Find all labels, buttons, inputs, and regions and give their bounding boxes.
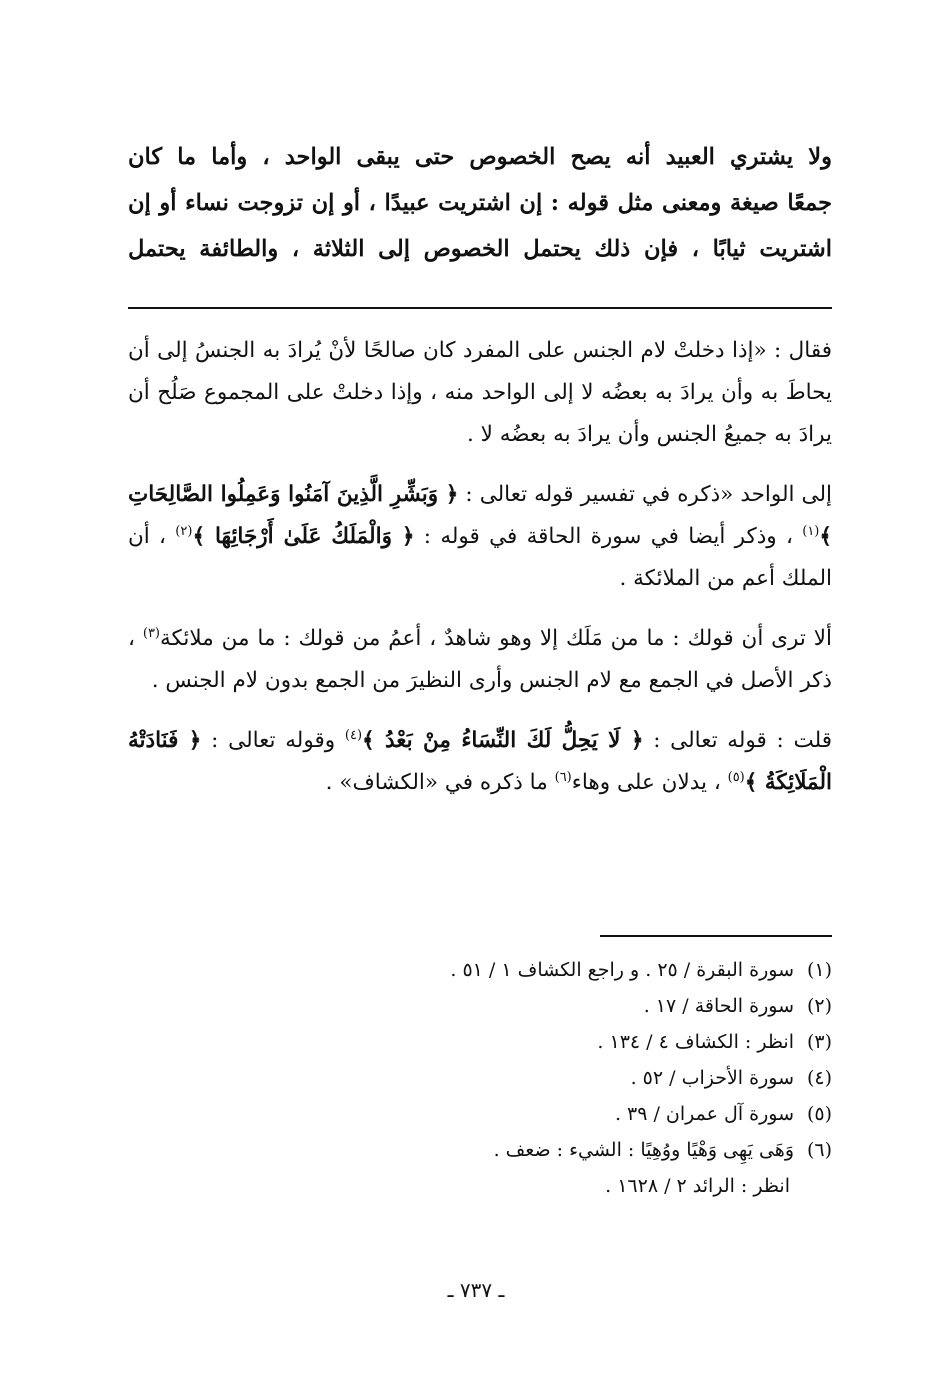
footnote-divider	[600, 935, 832, 937]
quran-quote: ﴿ فَنَادَتْهُ الْمَلَائِكَةُ ﴾	[128, 728, 832, 795]
footnote-number: (٤)	[806, 1067, 832, 1089]
commentary-text: وقوله تعالى :	[211, 728, 336, 753]
footnote-text: سورة البقرة / ٢٥ . و راجع الكشاف ١ / ٥١ .	[450, 959, 794, 981]
footnote-number: (٢)	[806, 995, 832, 1017]
footnote	[128, 1024, 832, 1060]
footnote-number: (٣)	[806, 1031, 832, 1053]
footnote-text: سورة آل عمران / ٣٩ .	[614, 1103, 794, 1125]
footnote-marker[interactable]: (٥)	[727, 769, 745, 785]
commentary-text: ألا ترى أن قولك : ما من مَلَك إلا وهو شاهدٌ ، أعمُ من قولك : ما من ملائكة	[160, 626, 832, 651]
page-number: ـ ٧٣٧ ـ	[447, 1278, 505, 1302]
footnote-number: (٥)	[806, 1103, 832, 1125]
commentary-text: ، أن الملك أعم من الملائكة .	[128, 524, 832, 591]
main-text	[128, 134, 832, 272]
quran-quote: ﴿ لَا يَحِلُّ لَكَ النِّسَاءُ مِنْ بَعْدُ ﴾	[362, 728, 644, 753]
footnote-number: (٦)	[806, 1139, 832, 1161]
footnote-number: (١)	[806, 959, 832, 981]
commentary-text: إلى الواحد «ذكره في تفسير قوله تعالى :	[465, 482, 832, 507]
commentary-paragraph	[128, 618, 832, 702]
main-divider	[128, 307, 832, 309]
quran-quote: ﴿ وَبَشِّرِ الَّذِينَ آمَنُوا وَعَمِلُوا الصَّالِحَاتِ ﴾	[128, 482, 832, 549]
commentary-paragraph	[128, 720, 832, 804]
footnote	[128, 988, 832, 1024]
footnote-text: سورة الأحزاب / ٥٢ .	[630, 1067, 794, 1089]
footnote-marker[interactable]: (٢)	[175, 523, 193, 539]
commentary-text: ، ذكر الأصل في الجمع مع لام الجنس وأرى النظيرَ من الجمع بدون لام الجنس .	[128, 626, 832, 693]
footnote	[128, 952, 832, 988]
footnote-text: وَهَى يَهِى وَهْيًا ووُهِيًا : الشيء : ضعف .	[493, 1139, 794, 1161]
quran-quote: ﴿ وَالْمَلَكُ عَلَىٰ أَرْجَائِهَا ﴾	[192, 524, 415, 549]
commentary-text: ، يدلان على وهاء	[571, 770, 721, 795]
footnote-marker[interactable]: (٤)	[344, 727, 363, 743]
footnote	[128, 1132, 832, 1168]
footnote-continuation: انظر : الرائد ٢ / ١٦٢٨ .	[605, 1175, 790, 1197]
footnote-marker[interactable]: (٦)	[554, 769, 572, 785]
main-text-line: جمعًا صيغة ومعنى مثل قوله : إن اشتريت عبيدًا ، أو إن تزوجت نساء أو إن	[128, 190, 832, 216]
commentary-text: ما ذكره في «الكشاف» .	[325, 770, 548, 795]
commentary-text: قلت : قوله تعالى :	[653, 728, 833, 753]
footnote	[128, 1096, 832, 1132]
commentary-text: ، وذكر أيضا في سورة الحاقة في قوله :	[423, 524, 793, 549]
commentary-section	[128, 330, 832, 822]
main-text-line: اشتريت ثيابًا ، فإن ذلك يحتمل الخصوص إلى الثلاثة ، والطائفة يحتمل	[128, 236, 832, 262]
footnote-marker[interactable]: (٣)	[142, 625, 160, 641]
footnote	[128, 1060, 832, 1096]
footnote-text: سورة الحاقة / ١٧ .	[643, 995, 794, 1017]
footnote-text: انظر : الكشاف ٤ / ١٣٤ .	[597, 1031, 794, 1053]
footnote-marker[interactable]: (١)	[802, 523, 820, 539]
main-text-line: ولا يشتري العبيد أنه يصح الخصوص حتى يبقى الواحد ، وأما ما كان	[128, 144, 832, 170]
commentary-paragraph	[128, 474, 832, 600]
footnotes-section	[128, 952, 832, 1204]
commentary-paragraph: فقال : «إذا دخلتْ لام الجنس على المفرد كان صالحًا لأنْ يُرادَ به الجنسُ إلى أن يحاطَ به وأن يرادَ به بعضُه لا إلى الواحد منه ، وإذا دخلتْ على المجموع صَلُح أن يرادَ به جميعُ الجنس وأن يرادَ به بعضُه لا .	[128, 338, 832, 447]
